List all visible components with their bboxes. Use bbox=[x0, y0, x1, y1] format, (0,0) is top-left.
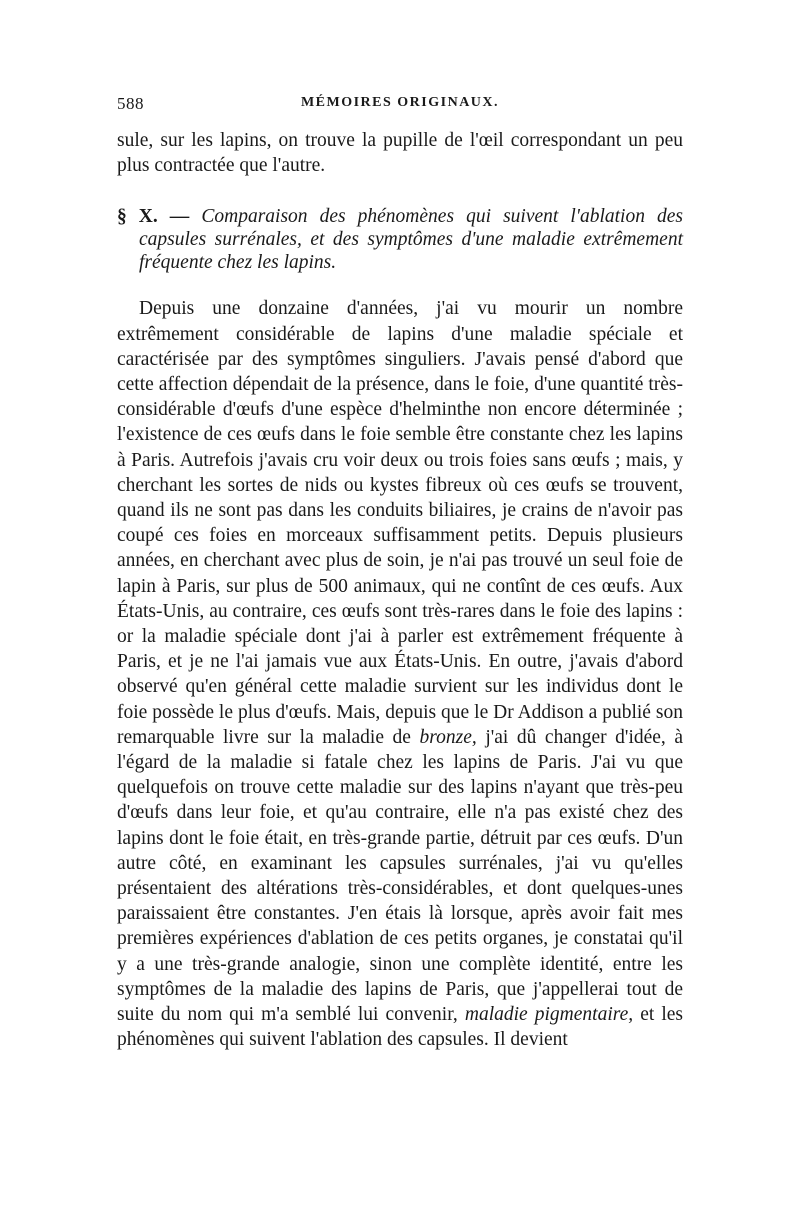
page-body bbox=[117, 128, 683, 1053]
paragraph-text-1: Depuis une donzaine d'années, j'ai vu mourir un nombre extrêmement considérable de lapins d'une maladie spéciale et caractérisée par des symptômes singuliers. J'avais pensé d'abord que cette affection dépendait de la présence, dans le foie, d'une quantité très-considérable d'œufs d'une espèce d'helminthe non encore déterminée ; l'existence de ces œufs dans le foie semble être constante chez les lapins à Paris. Autrefois j'avais cru voir deux ou trois foies sans œufs ; mais, y cherchant les sortes de nids ou kystes fibreux où ces œufs se trouvent, quand ils ne sont pas dans les conduits biliaires, je crains de n'avoir pas coupé ces foies en morceaux suffisamment petits. Depuis plusieurs années, en cherchant avec plus de soin, je n'ai pas trouvé un seul foie de lapin à Paris, sur plus de 500 animaux, qui ne contînt de ces œufs. Aux États-Unis, au contraire, ces œufs sont très-rares dans le foie des lapins : or la maladie spéciale dont j'ai à parler est extrêmement fréquente à Paris, et je ne l'ai jamais vue aux États-Unis. En outre, j'avais d'abord observé qu'en général cette maladie survient sur les individus dont le foie possède le plus d'œufs. Mais, depuis que le Dr Addison a publié son remarquable livre sur la maladie de bbox=[117, 298, 683, 748]
paragraph-text-2: j'ai dû changer d'idée, à l'égard de la maladie si fatale chez les lapins de Paris. J'ai vu que quelquefois on trouve cette maladie sur des lapins n'ayant que très-peu d'œufs dans leur foie, et qu'au contraire, elle n'a pas existé chez des lapins dont le foie était, en très-grande partie, détruit par ces œufs. D'un autre côté, en examinant les capsules surrénales, j'ai vu qu'elles présentaient des altérations très-considérables, et dont quelques-unes paraissaient être constantes. J'en étais là lorsque, après avoir fait mes premières expériences d'ablation de ces petits organes, je constatai qu'il y a une très-grande analogie, sinon une complète identité, entre les symptômes de la maladie des lapins de Paris, que j'appellerai tout de suite du nom qui m'a semblé lui convenir, bbox=[117, 726, 684, 1026]
continuation-paragraph: sule, sur les lapins, on trouve la pupille de l'œil correspondant un peu plus contractée que l'autre. bbox=[117, 130, 683, 177]
running-title: MÉMOIRES ORIGINAUX. bbox=[300, 95, 500, 110]
body-paragraph bbox=[117, 296, 683, 1052]
section-title: Comparaison des phénomènes qui suivent l'ablation des capsules surrénales, et des symptômes d'une maladie extrêmement fréquente chez les lapins. bbox=[139, 206, 683, 274]
section-heading bbox=[117, 205, 683, 274]
paragraph-italic-1: bronze, bbox=[419, 726, 477, 748]
section-number: § X. — bbox=[117, 206, 190, 228]
paragraph-text-3: et les phénomènes qui suivent l'ablation des capsules. Il devient bbox=[117, 1004, 684, 1051]
paragraph-italic-2: maladie pigmentaire, bbox=[464, 1004, 634, 1026]
page-number: 588 bbox=[117, 94, 144, 113]
page-header bbox=[117, 94, 683, 118]
